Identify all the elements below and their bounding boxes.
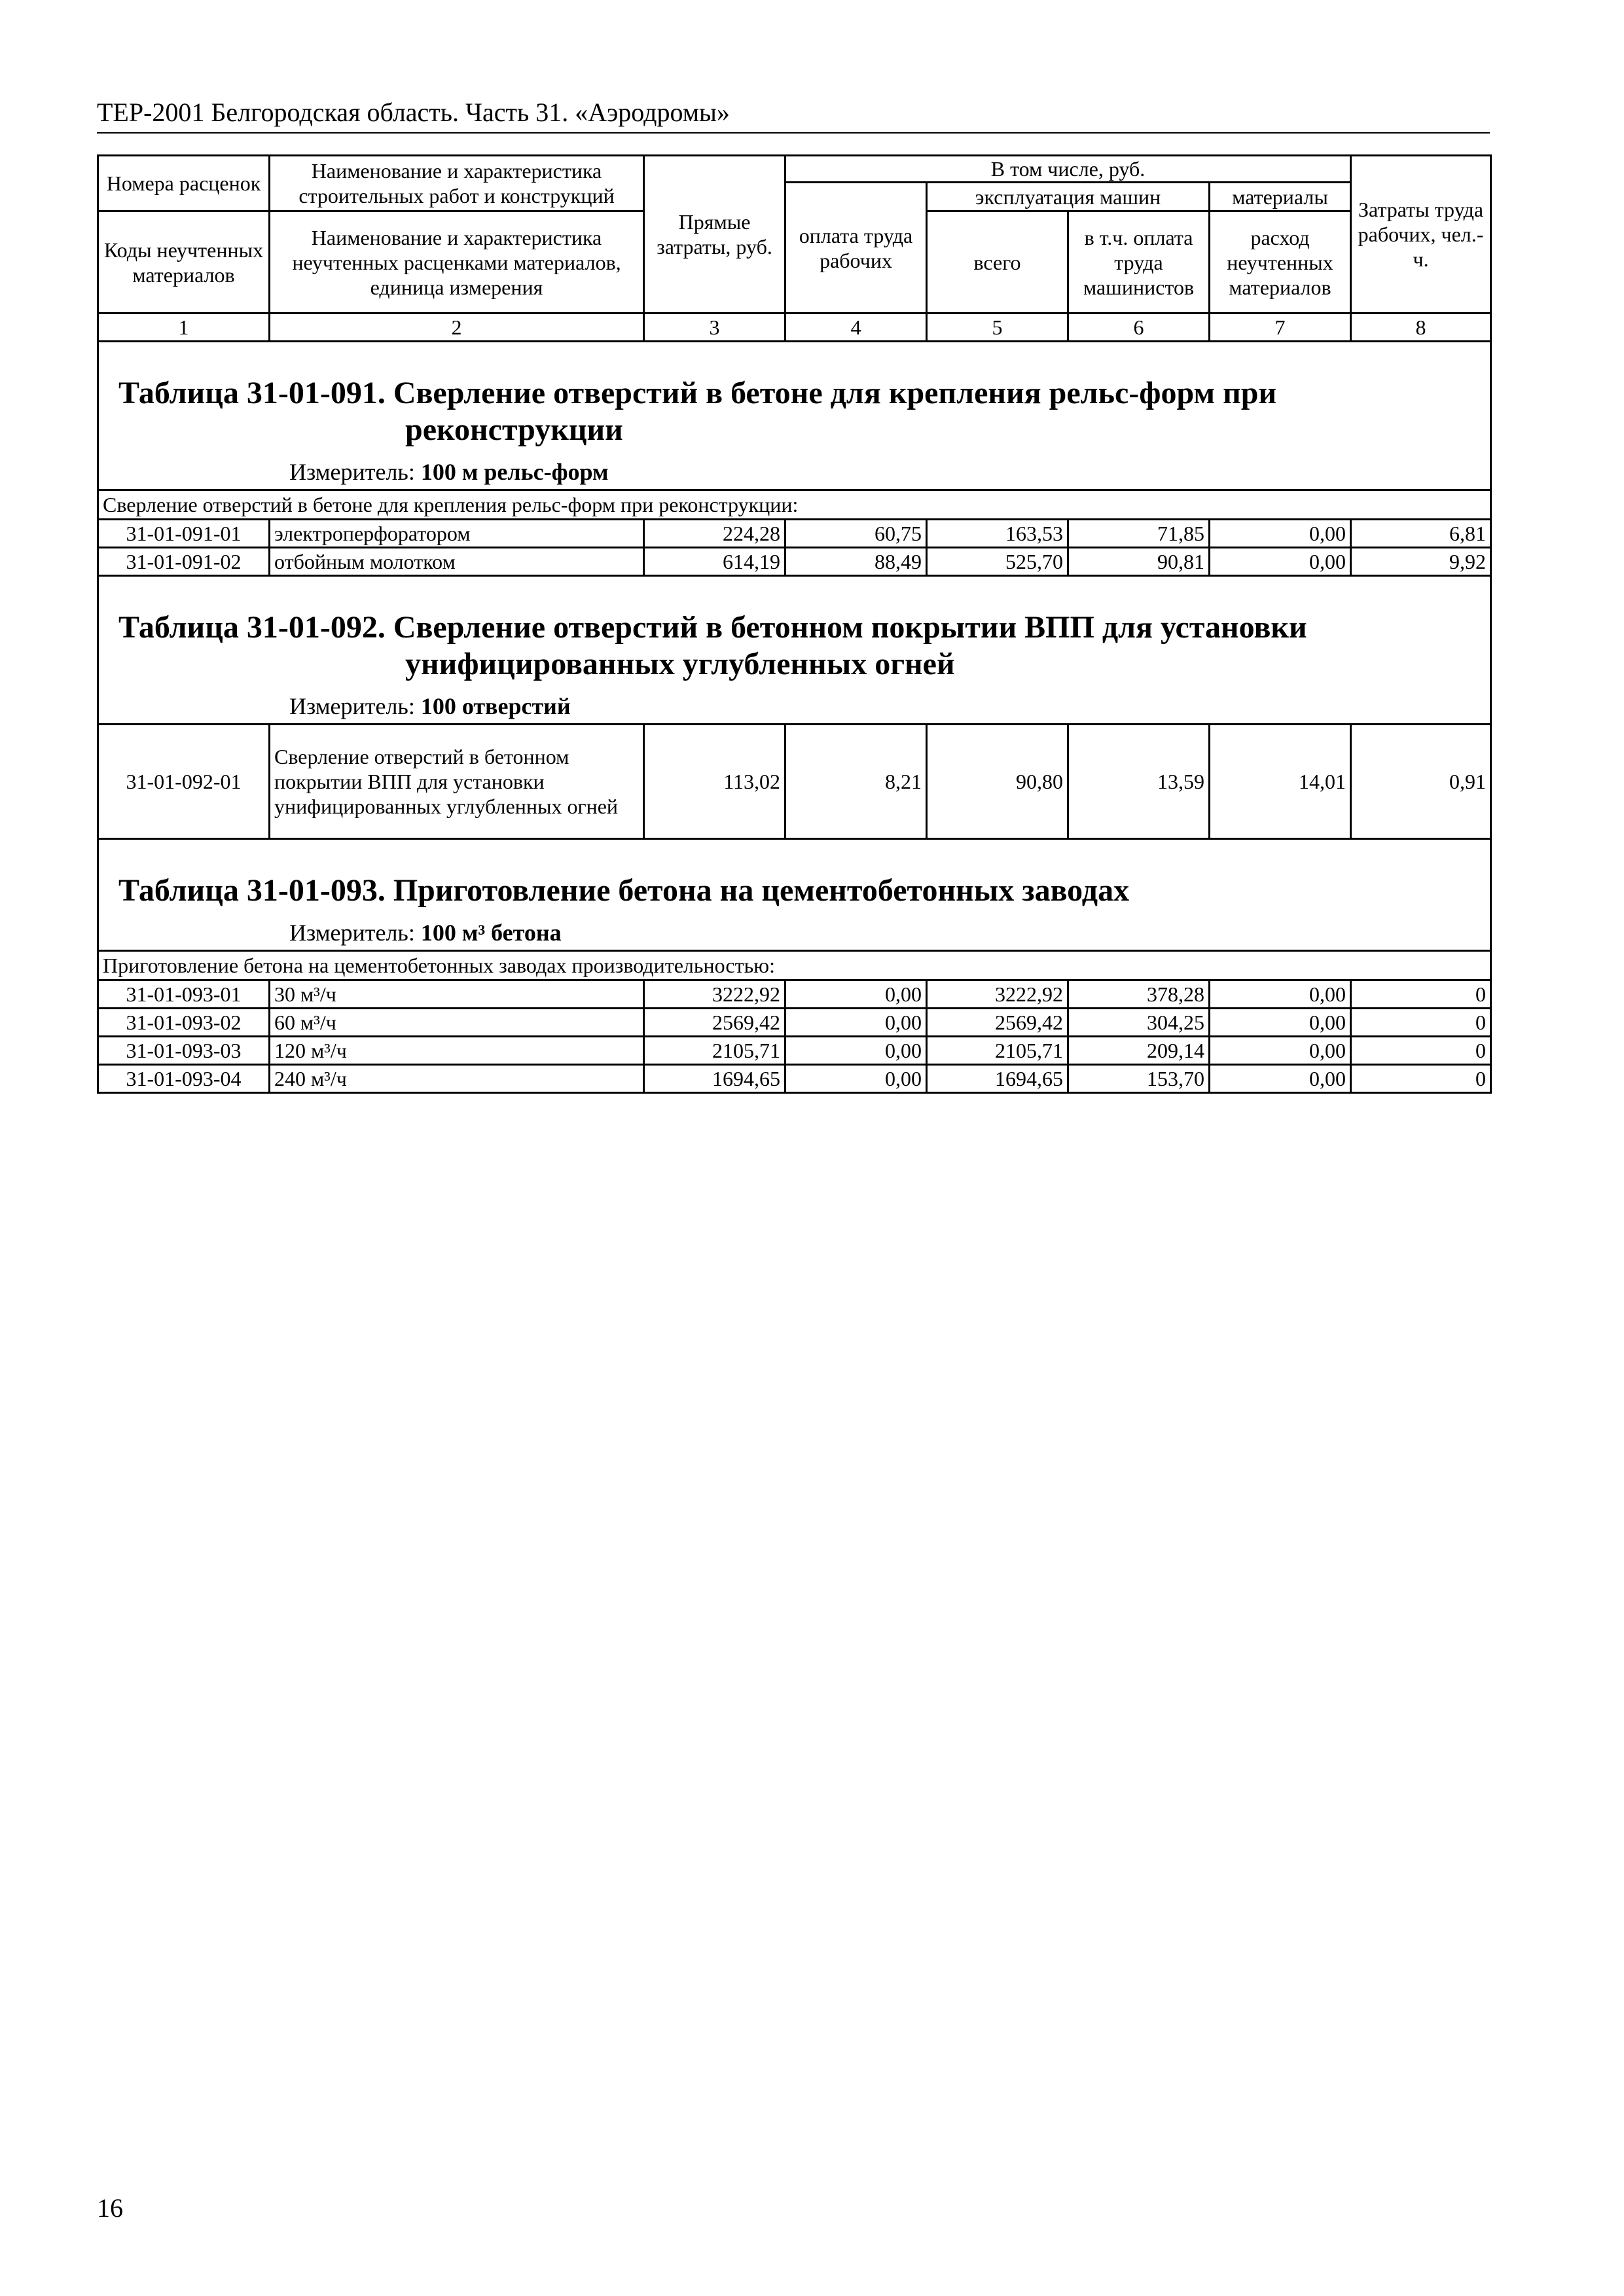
col2-header-top: Наименование и характеристика строительных работ и конструкций (270, 156, 644, 211)
rate-name: 120 м³/ч (270, 1037, 644, 1065)
direct-cost: 224,28 (644, 520, 785, 548)
table-093-subheading: Приготовление бетона на цементобетонных заводах производительностью: (98, 951, 1491, 980)
rate-name: электроперфоратором (270, 520, 644, 548)
table-row (98, 980, 1491, 1009)
table-091-subheading: Сверление отверстий в бетоне для крепления рельс-форм при реконструкции: (98, 490, 1491, 520)
col-number: 4 (785, 314, 927, 342)
machinist-pay: 378,28 (1068, 980, 1210, 1009)
table-091-title: Таблица 31-01-091. Сверление отверстий в бетоне для крепления рельс-форм при реконструкции (118, 376, 1277, 447)
table-092-title: Таблица 31-01-092. Сверление отверстий в бетонном покрытии ВПП для установки унифицированных углубленных огней (118, 610, 1307, 681)
table-093-heading (98, 839, 1491, 951)
rate-code: 31-01-093-01 (98, 980, 270, 1009)
rate-code: 31-01-091-01 (98, 520, 270, 548)
table-093-title: Таблица 31-01-093. Приготовление бетона на цементобетонных заводах (118, 873, 1130, 908)
machinist-pay: 304,25 (1068, 1009, 1210, 1037)
labor-hours: 0 (1351, 1009, 1491, 1037)
labor-hours: 0 (1351, 1065, 1491, 1093)
direct-cost: 113,02 (644, 725, 785, 839)
col5-header: всего (927, 211, 1068, 314)
worker-pay: 8,21 (785, 725, 927, 839)
materials-cost: 0,00 (1210, 1037, 1351, 1065)
table-091-meter: Измеритель: 100 м рельс-форм (289, 459, 609, 485)
col8-header: Затраты труда рабочих, чел.-ч. (1351, 156, 1491, 314)
col1-header-top: Номера расценок (98, 156, 270, 211)
machinist-pay: 13,59 (1068, 725, 1210, 839)
table-092-heading (98, 576, 1491, 725)
labor-hours: 9,92 (1351, 548, 1491, 576)
rate-code: 31-01-093-02 (98, 1009, 270, 1037)
labor-hours: 6,81 (1351, 520, 1491, 548)
rate-name: 30 м³/ч (270, 980, 644, 1009)
machine-total: 3222,92 (927, 980, 1068, 1009)
table-row (98, 1037, 1491, 1065)
col-number: 7 (1210, 314, 1351, 342)
col3-header: Прямые затраты, руб. (644, 156, 785, 314)
rate-code: 31-01-093-04 (98, 1065, 270, 1093)
worker-pay: 88,49 (785, 548, 927, 576)
col1-header-bottom: Коды неучтенных материалов (98, 211, 270, 314)
worker-pay: 60,75 (785, 520, 927, 548)
direct-cost: 2105,71 (644, 1037, 785, 1065)
direct-cost: 2569,42 (644, 1009, 785, 1037)
labor-hours: 0,91 (1351, 725, 1491, 839)
machine-total: 1694,65 (927, 1065, 1068, 1093)
rate-code: 31-01-093-03 (98, 1037, 270, 1065)
rate-name: 240 м³/ч (270, 1065, 644, 1093)
col-number: 2 (270, 314, 644, 342)
machine-total: 163,53 (927, 520, 1068, 548)
table-row (98, 548, 1491, 576)
direct-cost: 1694,65 (644, 1065, 785, 1093)
col-number: 3 (644, 314, 785, 342)
col-number: 6 (1068, 314, 1210, 342)
col-number: 8 (1351, 314, 1491, 342)
col2-header-bottom: Наименование и характеристика неучтенных расценками материалов, единица измерения (270, 211, 644, 314)
col7-header: расход неучтенных материалов (1210, 211, 1351, 314)
materials-cost: 0,00 (1210, 1009, 1351, 1037)
table-row (98, 520, 1491, 548)
worker-pay: 0,00 (785, 1009, 927, 1037)
materials-cost: 0,00 (1210, 520, 1351, 548)
machinist-pay: 71,85 (1068, 520, 1210, 548)
materials-cost: 0,00 (1210, 548, 1351, 576)
page-number: 16 (97, 2193, 123, 2223)
table-row (98, 1009, 1491, 1037)
rate-name: Сверление отверстий в бетонном покрытии ВПП для установки унифицированных углубленных огней (270, 725, 644, 839)
machine-total: 2105,71 (927, 1037, 1068, 1065)
labor-hours: 0 (1351, 1037, 1491, 1065)
table-093-meter: Измеритель: 100 м³ бетона (289, 920, 562, 946)
table-092-meter: Измеритель: 100 отверстий (289, 693, 571, 719)
col4-header: оплата труда рабочих (785, 183, 927, 314)
table-row (98, 1065, 1491, 1093)
rate-name: 60 м³/ч (270, 1009, 644, 1037)
machinist-pay: 153,70 (1068, 1065, 1210, 1093)
machinist-pay: 209,14 (1068, 1037, 1210, 1065)
machine-total: 90,80 (927, 725, 1068, 839)
machinist-pay: 90,81 (1068, 548, 1210, 576)
materials-cost: 0,00 (1210, 980, 1351, 1009)
machines-header: эксплуатация машин (927, 183, 1210, 211)
rate-code: 31-01-091-02 (98, 548, 270, 576)
rate-code: 31-01-092-01 (98, 725, 270, 839)
included-header: В том числе, руб. (785, 156, 1351, 183)
rates-table (97, 154, 1492, 1094)
machine-total: 2569,42 (927, 1009, 1068, 1037)
direct-cost: 3222,92 (644, 980, 785, 1009)
col-number: 5 (927, 314, 1068, 342)
page-header-title: ТЕР-2001 Белгородская область. Часть 31. «Аэродромы» (97, 97, 1490, 134)
table-row (98, 725, 1491, 839)
col6-header: в т.ч. оплата труда машинистов (1068, 211, 1210, 314)
worker-pay: 0,00 (785, 980, 927, 1009)
worker-pay: 0,00 (785, 1037, 927, 1065)
machine-total: 525,70 (927, 548, 1068, 576)
direct-cost: 614,19 (644, 548, 785, 576)
rate-name: отбойным молотком (270, 548, 644, 576)
materials-cost: 14,01 (1210, 725, 1351, 839)
table-091-heading (98, 342, 1491, 490)
materials-header: материалы (1210, 183, 1351, 211)
col-number: 1 (98, 314, 270, 342)
materials-cost: 0,00 (1210, 1065, 1351, 1093)
worker-pay: 0,00 (785, 1065, 927, 1093)
labor-hours: 0 (1351, 980, 1491, 1009)
